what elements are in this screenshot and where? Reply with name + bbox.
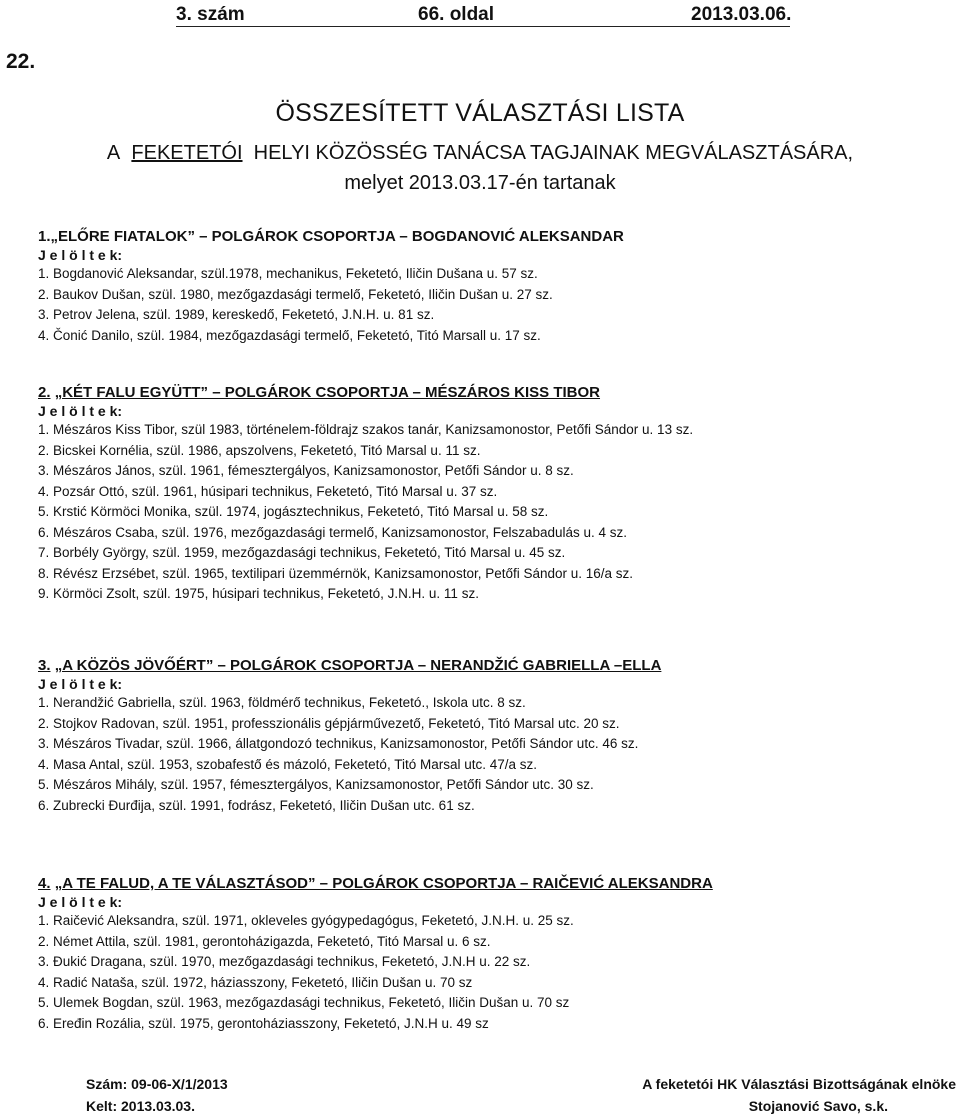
- signing-authority: A feketetói HK Választási Bizottságának elnöke: [642, 1076, 956, 1092]
- group-number: 3.: [38, 657, 51, 674]
- group-number: 2.: [38, 384, 51, 401]
- group-heading: [38, 874, 938, 894]
- list-item: 8. Révész Erzsébet, szül. 1965, textilipari üzemmérnök, Kanizsamonostor, Petőfi Sándor u. 16/a sz.: [38, 565, 634, 581]
- list-item: 3. Petrov Jelena, szül. 1989, kereskedő, Feketetó, J.N.H. u. 81 sz.: [38, 307, 435, 322]
- list-number: 22.: [6, 50, 36, 73]
- list-item: 2. Német Attila, szül. 1981, gerontoházigazda, Feketetó, Titó Marsal u. 6 sz.: [38, 933, 491, 949]
- list-item: 5. Mészáros Mihály, szül. 1957, fémesztergályos, Kanizsamonostor, Petőfi Sándor utc. 30 sz.: [38, 777, 594, 792]
- candidate-list: [38, 911, 938, 1034]
- list-item: 7. Borbély György, szül. 1959, mezőgazdasági technikus, Feketetó, Titó Marsal u. 45 sz.: [38, 545, 566, 560]
- document-title: ÖSSZESÍTETT VÁLASZTÁSI LISTA: [275, 99, 685, 127]
- list-item: 3. Đukić Dragana, szül. 1970, mezőgazdasági technikus, Feketetó, J.N.H u. 22 sz.: [38, 954, 531, 969]
- list-item: 9. Körmöci Zsolt, szül. 1975, húsipari technikus, Feketetó, J.N.H. u. 11 sz.: [38, 586, 479, 601]
- list-item: 4. Masa Antal, szül. 1953, szobafestő és mázoló, Feketetó, Titó Marsal utc. 47/a sz.: [38, 756, 537, 772]
- group-title: „ELŐRE FIATALOK” – POLGÁROK CSOPORTJA – BOGDANOVIĆ ALEKSANDAR: [50, 228, 624, 245]
- candidates-label: J e l ö l t e k:: [38, 676, 123, 692]
- candidate-list: [38, 693, 938, 816]
- subtitle-line-2: melyet 2013.03.17-én tartanak: [344, 172, 616, 194]
- group-title: „A KÖZÖS JÖVŐÉRT” – POLGÁROK CSOPORTJA – NERANDŽIĆ GABRIELLA –ELLA: [54, 657, 662, 674]
- page-number: 66. oldal: [418, 4, 495, 25]
- list-item: 6. Zubrecki Đurđija, szül. 1991, fodrász, Feketetó, Iličin Dušan utc. 61 sz.: [38, 797, 475, 813]
- candidate-group-4: [38, 874, 938, 1034]
- issue-number: 3. szám: [176, 4, 245, 25]
- candidates-label: J e l ö l t e k:: [38, 247, 123, 263]
- document-date: Kelt: 2013.03.03.: [86, 1098, 195, 1114]
- group-heading: [38, 656, 938, 676]
- list-item: 4. Pozsár Ottó, szül. 1961, húsipari technikus, Feketetó, Titó Marsal u. 37 sz.: [38, 483, 498, 499]
- list-item: 2. Stojkov Radovan, szül. 1951, professzionális gépjárművezető, Feketetó, Titó Marsal utc. 20 sz.: [38, 715, 620, 731]
- candidate-group-2: [38, 383, 938, 605]
- signer-name: Stojanović Savo, s.k.: [748, 1098, 888, 1114]
- list-item: 2. Bicskei Kornélia, szül. 1986, apszolvens, Feketetó, Titó Marsal u. 11 sz.: [38, 442, 481, 458]
- list-item: 6. Eređin Rozália, szül. 1975, gerontoháziasszony, Feketetó, J.N.H u. 49 sz: [38, 1015, 489, 1031]
- group-heading: [38, 383, 938, 403]
- candidate-group-1: [38, 227, 938, 346]
- candidate-list: [38, 420, 938, 605]
- subtitle-line-1: [0, 142, 960, 165]
- group-title: „A TE FALUD, A TE VÁLASZTÁSOD” – POLGÁROK CSOPORTJA – RAIČEVIĆ ALEKSANDRA: [54, 875, 713, 892]
- subtitle-place: FEKETETÓI: [131, 142, 243, 164]
- issue-date: 2013.03.06.: [691, 4, 792, 25]
- page-header: [176, 4, 790, 27]
- subtitle-rest: HELYI KÖZÖSSÉG TANÁCSA TAGJAINAK MEGVÁLASZTÁSÁRA,: [253, 142, 854, 164]
- list-item: 1. Bogdanović Aleksandar, szül.1978, mechanikus, Feketetó, Iličin Dušana u. 57 sz.: [38, 266, 538, 281]
- list-item: 1. Raičević Aleksandra, szül. 1971, okleveles gyógypedagógus, Feketetó, J.N.H. u. 25 sz.: [38, 913, 574, 928]
- list-item: 6. Mészáros Csaba, szül. 1976, mezőgazdasági termelő, Kanizsamonostor, Felszabadulás u. 4 sz.: [38, 524, 628, 540]
- list-item: 4. Čonić Danilo, szül. 1984, mezőgazdasági termelő, Feketetó, Titó Marsall u. 17 sz.: [38, 327, 541, 343]
- list-item: 5. Krstić Körmöci Monika, szül. 1974, jogásztechnikus, Feketetó, Titó Marsal u. 58 sz.: [38, 504, 549, 519]
- list-item: 5. Ulemek Bogdan, szül. 1963, mezőgazdasági technikus, Feketetó, Iličin Dušan u. 70 sz: [38, 995, 570, 1010]
- list-item: 2. Baukov Dušan, szül. 1980, mezőgazdasági termelő, Feketetó, Iličin Dušan u. 27 sz.: [38, 286, 553, 302]
- list-item: 3. Mészáros János, szül. 1961, fémesztergályos, Kanizsamonostor, Petőfi Sándor u. 8 sz.: [38, 463, 574, 478]
- list-item: 1. Nerandžić Gabriella, szül. 1963, földmérő technikus, Feketetó., Iskola utc. 8 sz.: [38, 695, 526, 710]
- candidates-label: J e l ö l t e k:: [38, 403, 123, 419]
- subtitle-prefix: A: [106, 142, 121, 164]
- document-reference-number: Szám: 09-06-X/1/2013: [86, 1076, 228, 1092]
- candidate-group-3: [38, 656, 938, 816]
- group-number: 1.: [38, 228, 51, 245]
- list-item: 4. Radić Nataša, szül. 1972, háziasszony, Feketetó, Iličin Dušan u. 70 sz: [38, 974, 473, 990]
- group-title: „KÉT FALU EGYÜTT” – POLGÁROK CSOPORTJA – MÉSZÁROS KISS TIBOR: [54, 384, 601, 401]
- candidate-list: [38, 264, 938, 346]
- group-number: 4.: [38, 875, 51, 892]
- list-item: 1. Mészáros Kiss Tibor, szül 1983, történelem-földrajz szakos tanár, Kanizsamonostor, Petőfi Sándor u. 13 sz.: [38, 422, 694, 437]
- list-item: 3. Mészáros Tivadar, szül. 1966, állatgondozó technikus, Kanizsamonostor, Petőfi Sándor utc. 46 sz.: [38, 736, 639, 751]
- group-heading: [38, 227, 938, 247]
- candidates-label: J e l ö l t e k:: [38, 894, 123, 910]
